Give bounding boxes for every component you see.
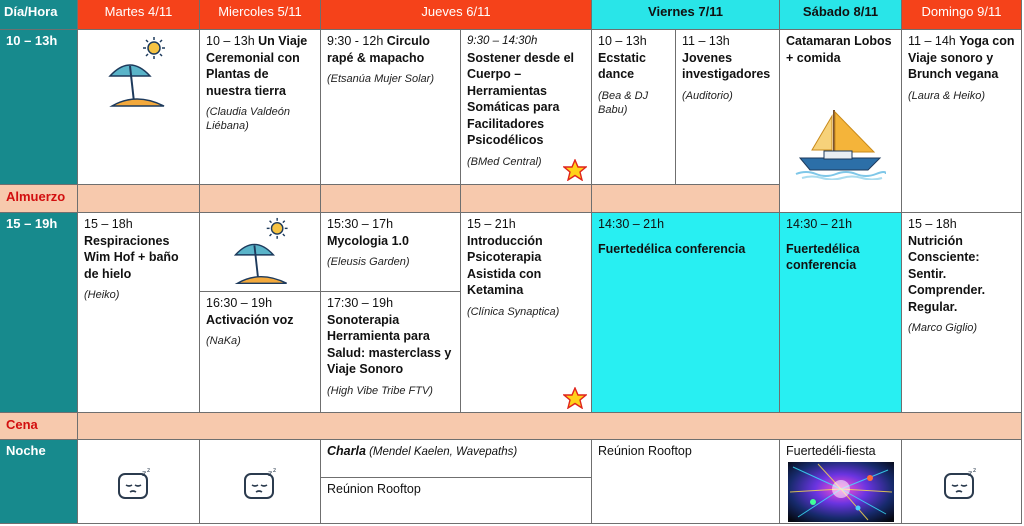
event-title: Ecstatic dance: [598, 50, 646, 81]
lunch-thu-2: [461, 185, 592, 213]
party-photo: [788, 462, 894, 522]
event-sat-morning: [780, 30, 902, 213]
svg-text:z: z: [973, 468, 977, 474]
event-time: 14:30 – 21h: [786, 217, 853, 231]
event-host: (High Vibe Tribe FTV): [327, 384, 433, 397]
svg-text:z: z: [147, 468, 151, 474]
event-fri-morning-2: [676, 30, 780, 185]
event-sat-night: [780, 440, 902, 524]
event-title: Jovenes investigadores: [682, 50, 771, 81]
event-thu-morning-2: [461, 30, 592, 185]
event-wed-morning: [200, 30, 321, 185]
day-header-wed: Miercoles 5/11: [200, 0, 321, 30]
event-thu-night-1: [321, 440, 592, 478]
event-title: Sonoterapia Herramienta para Salud: masterclass y Viaje Sonoro: [327, 312, 452, 376]
event-title: Charla: [327, 444, 366, 458]
event-tue-afternoon: [78, 213, 200, 413]
star-icon: [563, 387, 587, 409]
event-host: (Bea & DJ Babu): [598, 89, 649, 116]
event-sat-afternoon: [780, 213, 902, 413]
day-header-sun: Domingo 9/11: [902, 0, 1022, 30]
event-host: (NaKa): [206, 335, 241, 347]
event-host: (Mendel Kaelen, Wavepaths): [365, 446, 518, 458]
event-title: Activación voz: [206, 312, 294, 327]
svg-text:z: z: [968, 469, 973, 478]
event-time: 16:30 – 19h: [206, 296, 273, 310]
svg-text:z: z: [273, 468, 277, 474]
event-host: (Clínica Synaptica): [467, 305, 560, 318]
lunch-wed: [200, 185, 321, 213]
event-time: 10 – 13h: [206, 34, 259, 48]
day-header-tue: Martes 4/11: [78, 0, 200, 30]
event-time: 9:30 – 14:30h: [467, 35, 538, 47]
row-header-morning: 10 – 13h: [0, 30, 78, 185]
event-time: 15:30 – 17h: [327, 217, 394, 231]
event-title: Fuertedélica conferencia: [598, 241, 746, 256]
event-host: (Auditorio): [682, 89, 733, 102]
event-title: Introducción Psicoterapia Asistida con Ketamina: [467, 233, 543, 297]
event-fri-night: [592, 440, 780, 524]
event-host: (Laura & Heiko): [908, 89, 986, 102]
lunch-fri: [592, 185, 780, 213]
sleeping-face-icon: [242, 468, 278, 502]
day-header-fri: Viernes 7/11: [592, 0, 780, 30]
sun-night-cell: [902, 440, 1022, 524]
row-header-lunch: Almuerzo: [0, 185, 78, 213]
row-header-night: Noche: [0, 440, 78, 524]
event-title: Un Viaje Ceremonial con Plantas de nuestra tierra: [206, 34, 308, 98]
sleeping-face-icon: [116, 468, 152, 502]
event-title: Respiraciones Wim Hof + baño de hielo: [84, 233, 179, 281]
row-header-dinner: Cena: [0, 413, 78, 440]
event-time: 15 – 18h: [908, 217, 957, 231]
event-thu-night-2: [321, 478, 592, 524]
event-title: Reúnion Rooftop: [598, 444, 692, 458]
beach-umbrella-sun-icon: [230, 217, 294, 289]
star-icon: [563, 159, 587, 181]
event-host: (BMed Central): [467, 155, 542, 168]
sleeping-face-icon: [942, 468, 978, 502]
svg-text:z: z: [268, 469, 273, 478]
event-time: 9:30 - 12h: [327, 34, 387, 48]
event-time: 17:30 – 19h: [327, 296, 394, 310]
event-thu-afternoon-3: [461, 213, 592, 413]
tue-morning-cell: [78, 30, 200, 185]
event-title: Mycologia 1.0: [327, 233, 409, 248]
event-title: Yoga con Viaje sonoro y Brunch vegana: [908, 34, 1015, 81]
event-sun-afternoon: [902, 213, 1022, 413]
event-time: 11 – 13h: [682, 34, 730, 48]
event-title: Circulo rapé & mapacho: [327, 34, 430, 65]
svg-text:z: z: [142, 469, 147, 478]
event-time: 14:30 – 21h: [598, 217, 665, 231]
event-fri-afternoon: [592, 213, 780, 413]
event-host: (Eleusis Garden): [327, 256, 410, 268]
event-host: (Marco Giglio): [908, 322, 978, 334]
event-title: Fuertedéli-fiesta: [786, 444, 876, 458]
event-title: Catamaran Lobos + comida: [786, 34, 892, 65]
event-time: 15 – 21h: [467, 217, 516, 231]
wed-night-cell: [200, 440, 321, 524]
sailboat-icon: [794, 106, 886, 180]
day-header-thu: Jueves 6/11: [321, 0, 592, 30]
row-header-afternoon: 15 – 19h: [0, 213, 78, 413]
event-thu-afternoon-2: [321, 292, 461, 413]
event-thu-afternoon-1: [321, 213, 461, 292]
event-title: Fuertedélica conferencia: [786, 241, 860, 272]
event-time: 11 – 14h: [908, 34, 960, 48]
event-host: (Claudia Valdeón Liébana): [206, 106, 290, 132]
lunch-thu-1: [321, 185, 461, 213]
day-header-sat: Sábado 8/11: [780, 0, 902, 30]
event-title: Sostener desde el Cuerpo – Herramientas Somáticas para Facilitadores Psicodélicos: [467, 50, 574, 147]
event-time: 15 – 18h: [84, 217, 133, 231]
event-wed-afternoon: [200, 292, 321, 413]
event-time: 10 – 13h: [598, 34, 647, 48]
event-thu-morning-1: [321, 30, 461, 185]
wed-afternoon-icon-cell: [200, 213, 321, 292]
corner-header: Día/Hora: [0, 0, 78, 30]
event-sun-morning: [902, 30, 1022, 213]
tue-night-cell: [78, 440, 200, 524]
event-host: (Heiko): [84, 289, 120, 301]
dinner-band: [78, 413, 1022, 440]
event-title: Nutrición Consciente: Sentir. Comprender. Regular.: [908, 233, 986, 314]
event-host: (Etsanúa Mujer Solar): [327, 73, 434, 85]
event-title: Reúnion Rooftop: [327, 482, 421, 496]
event-fri-morning-1: [592, 30, 676, 185]
lunch-tue: [78, 185, 200, 213]
beach-umbrella-sun-icon: [106, 36, 170, 112]
